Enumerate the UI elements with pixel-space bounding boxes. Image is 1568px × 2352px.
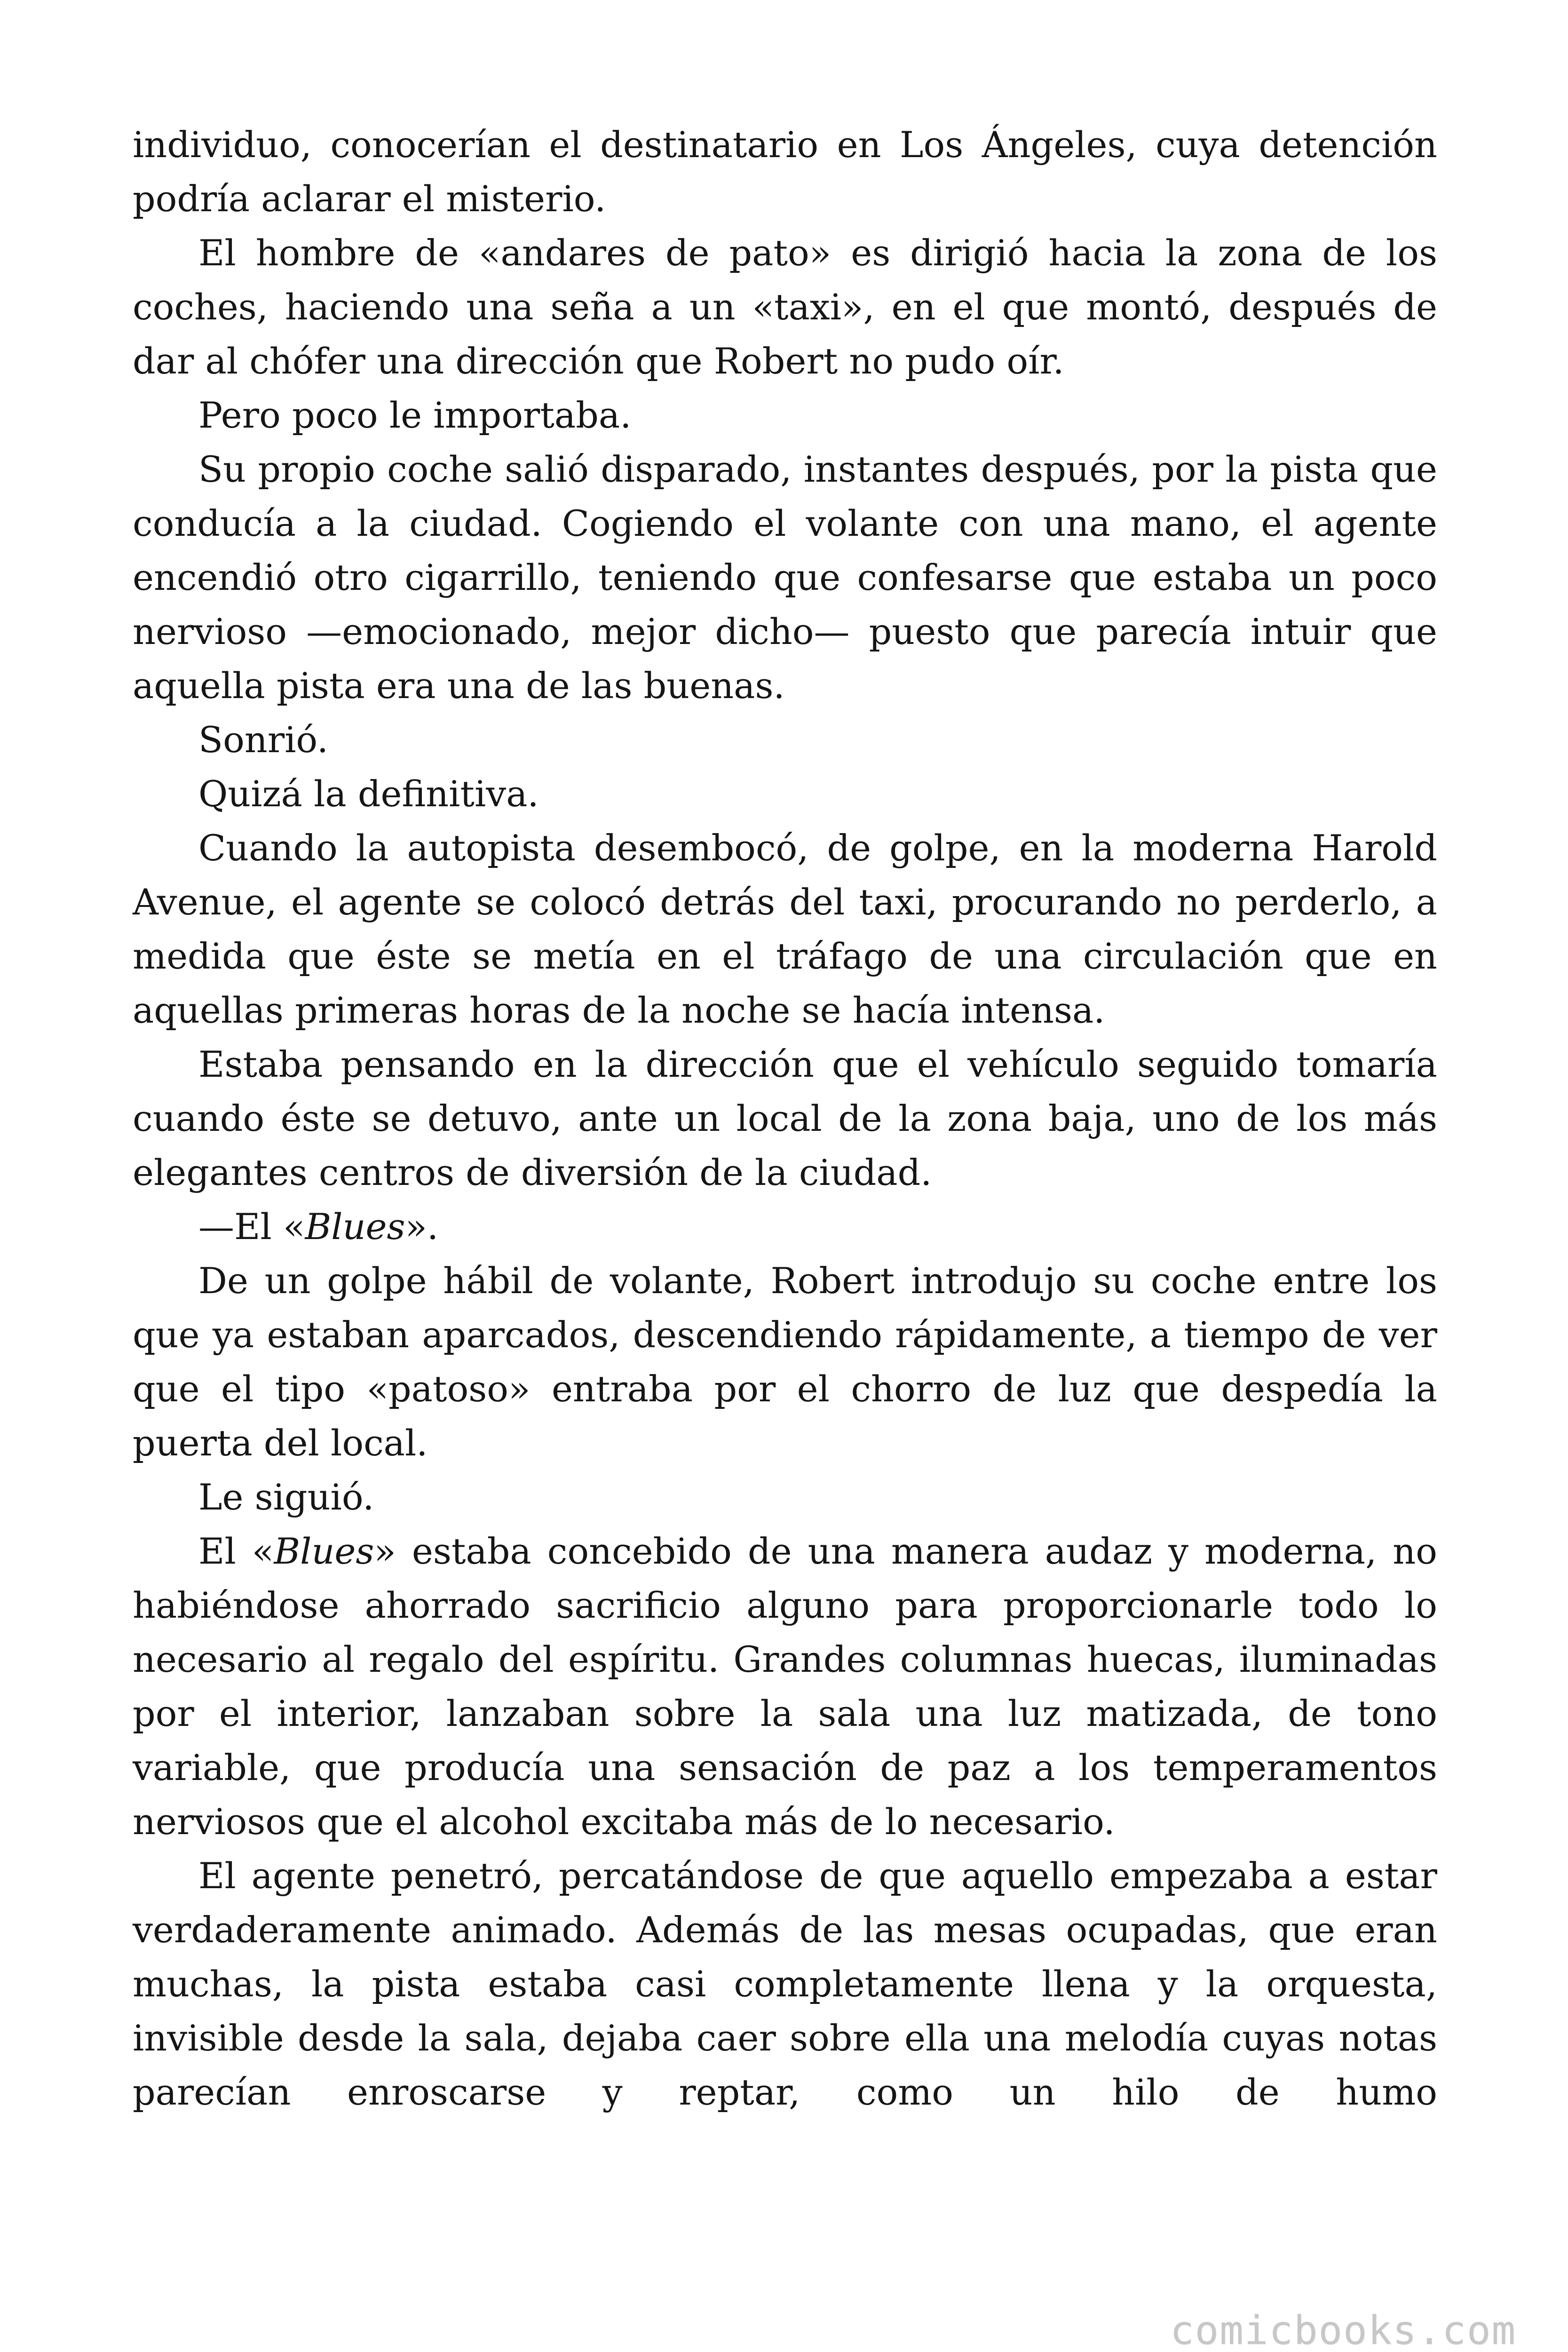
text-segment: ». — [405, 1206, 439, 1248]
paragraph: Le siguió. — [198, 1476, 374, 1518]
paragraph: Su propio coche salió disparado, instantes después, por la pista que conducía a la ciudad. Cogiendo el volante con una mano, el agente encendió otro cigarrillo, teniendo que confesarse que estaba un poco nervioso —emocionado, mejor dicho— puesto que parecía intuir que aquella pista era una de las buenas. — [133, 448, 1437, 707]
body-text — [133, 118, 1437, 2119]
text-segment: —El « — [198, 1206, 305, 1248]
italic-segment: Blues — [305, 1206, 405, 1248]
text-segment: » estaba concebido de una manera audaz y moderna, no habiéndose ahorrado sacrificio alguno para proporcionarle todo lo necesario al regalo del espíritu. Grandes columnas huecas, iluminadas por el interior, lanzaban sobre la sala una luz matizada, de tono variable, que producía una sensación de paz a los temperamentos nerviosos que el alcohol excitaba más de lo necesario. — [133, 1530, 1437, 1843]
paragraph: Cuando la autopista desembocó, de golpe, en la moderna Harold Avenue, el agente se colocó detrás del taxi, procurando no perderlo, a medida que éste se metía en el tráfago de una circulación que en aquellas primeras horas de la noche se hacía intensa. — [133, 827, 1437, 1031]
paragraph — [133, 1524, 1437, 1849]
paragraph — [133, 1200, 1437, 1254]
italic-segment: Blues — [274, 1530, 374, 1572]
paragraph: Estaba pensando en la dirección que el vehículo seguido tomaría cuando éste se detuvo, ante un local de la zona baja, uno de los más elegantes centros de diversión de la ciudad. — [133, 1043, 1437, 1193]
paragraph: Pero poco le importaba. — [198, 394, 632, 436]
paragraph: El agente penetró, percatándose de que aquello empezaba a estar verdaderamente animado. Además de las mesas ocupadas, que eran muchas, la pista estaba casi completamente llena y la orquesta, invisible desde la sala, dejaba caer sobre ella una melodía cuyas notas parecían enroscarse y reptar, como un hilo de humo — [133, 1855, 1437, 2113]
paragraph: individuo, conocerían el destinatario en Los Ángeles, cuya detención podría aclarar el misterio. — [133, 124, 1437, 220]
paragraph: Quizá la definitiva. — [198, 773, 539, 815]
text-segment: El « — [198, 1530, 274, 1572]
watermark: comicbooks.com — [1170, 2307, 1516, 2352]
paragraph: El hombre de «andares de pato» es dirigió hacia la zona de los coches, haciendo una seña a un «taxi», en el que montó, después de dar al chófer una dirección que Robert no pudo oír. — [133, 232, 1437, 382]
paragraph: De un golpe hábil de volante, Robert introdujo su coche entre los que ya estaban aparcados, descendiendo rápidamente, a tiempo de ver que el tipo «patoso» entraba por el chorro de luz que despedía la puerta del local. — [133, 1260, 1437, 1464]
paragraph: Sonrió. — [198, 719, 328, 761]
